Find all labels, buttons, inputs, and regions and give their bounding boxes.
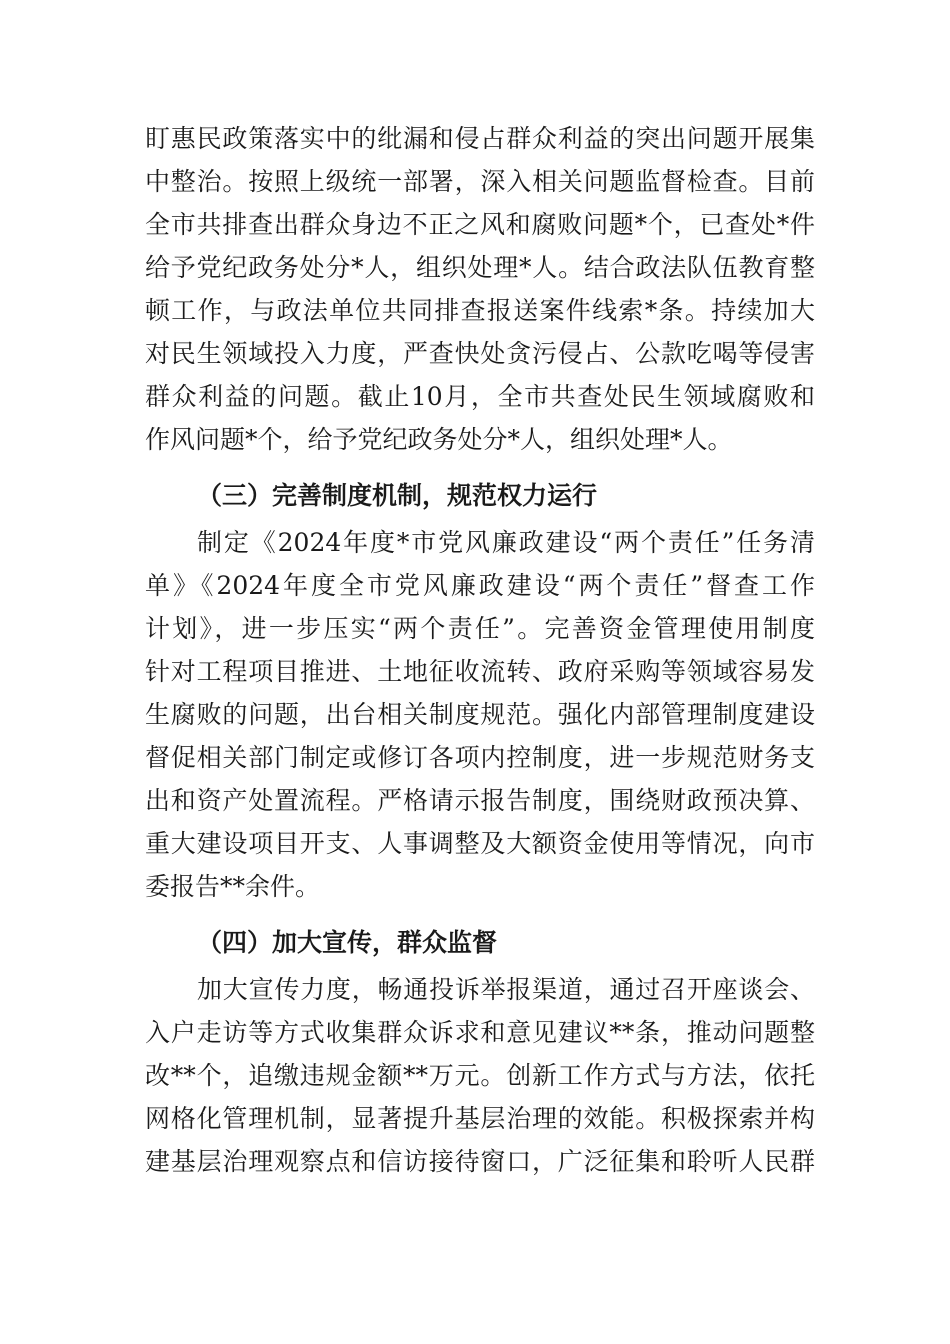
- paragraph-line: 中整治。按照上级统一部署，深入相关问题监督检查。目前: [145, 167, 815, 196]
- paragraph-line: 群众利益的问题。截止10月，全市共查处民生领域腐败和: [145, 382, 815, 411]
- paragraph-line: 顿工作，与政法单位共同排查报送案件线索*条。持续加大: [145, 296, 815, 325]
- paragraph-line: 生腐败的问题，出台相关制度规范。强化内部管理制度建设: [145, 700, 815, 729]
- paragraph-line: 给予党纪政务处分*人，组织处理*人。结合政法队伍教育整: [145, 253, 815, 282]
- paragraph-line: 委报告**余件。: [145, 872, 321, 901]
- paragraph-line: 对民生领域投入力度，严查快处贪污侵占、公款吃喝等侵害: [145, 339, 815, 368]
- section-heading: （四）加大宣传，群众监督: [197, 928, 498, 957]
- paragraph-line: 制定《2024年度*市党风廉政建设“两个责任”任务清: [197, 528, 815, 557]
- paragraph-line: 全市共排查出群众身边不正之风和腐败问题*个，已查处*件: [145, 210, 815, 239]
- paragraph-line: 建基层治理观察点和信访接待窗口，广泛征集和聆听人民群: [145, 1147, 815, 1176]
- paragraph-line: 督促相关部门制定或修订各项内控制度，进一步规范财务支: [145, 743, 815, 772]
- paragraph-line: 计划》，进一步压实“两个责任”。完善资金管理使用制度: [145, 614, 815, 643]
- paragraph-line: 出和资产处置流程。严格请示报告制度，围绕财政预决算、: [145, 786, 815, 815]
- section-heading: （三）完善制度机制，规范权力运行: [197, 481, 598, 510]
- paragraph-line: 单》《2024年度全市党风廉政建设“两个责任”督查工作: [145, 571, 815, 600]
- paragraph-line: 入户走访等方式收集群众诉求和意见建议**条，推动问题整: [145, 1018, 815, 1047]
- paragraph-line: 改**个，追缴违规金额**万元。创新工作方式与方法，依托: [145, 1061, 815, 1090]
- paragraph-line: 重大建设项目开支、人事调整及大额资金使用等情况，向市: [145, 829, 815, 858]
- paragraph-line: 网格化管理机制，显著提升基层治理的效能。积极探索并构: [145, 1104, 815, 1133]
- paragraph-line: 盯惠民政策落实中的纰漏和侵占群众利益的突出问题开展集: [145, 124, 815, 153]
- paragraph-line: 加大宣传力度，畅通投诉举报渠道，通过召开座谈会、: [197, 975, 815, 1004]
- paragraph-line: 针对工程项目推进、土地征收流转、政府采购等领域容易发: [145, 657, 815, 686]
- paragraph-line: 作风问题*个，给予党纪政务处分*人，组织处理*人。: [145, 425, 733, 454]
